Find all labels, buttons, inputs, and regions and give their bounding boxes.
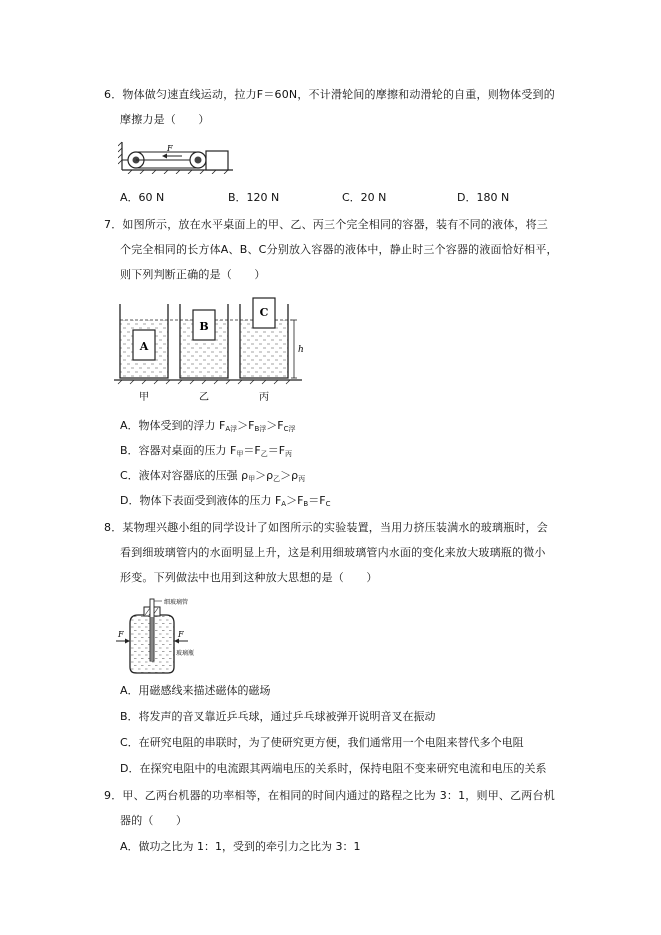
height-label: h (298, 345, 304, 355)
q7-stem-line1: 7．如图所示，放在水平桌面上的甲、乙、丙三个完全相同的容器，装有不同的液体，将三 (104, 218, 548, 231)
q6-stem-line1: 6．物体做匀速直线运动，拉力F＝60N，不计滑轮间的摩擦和动滑轮的自重，则物体受到的 (104, 88, 555, 101)
q6-option-c: C．20 N (342, 191, 387, 204)
block-b-label: B (199, 320, 209, 333)
q8-force-left-label: F (118, 630, 124, 639)
q8-stem-line1: 8．某物理兴趣小组的同学设计了如图所示的实验装置，当用力挤压装满水的玻璃瓶时，会 (104, 521, 548, 534)
q7-stem-line3: 则下列判断正确的是（ ） (120, 268, 266, 281)
container-bing-label: 丙 (259, 392, 269, 403)
q9-stem-line2: 器的（ ） (120, 814, 188, 827)
q6-stem-line2: 摩擦力是（ ） (120, 113, 210, 126)
q8-option-a: A．用磁感线来描述磁体的磁场 (120, 684, 271, 697)
q6-option-d: D．180 N (457, 191, 510, 204)
q8-option-c: C．在研究电阻的串联时，为了使研究更方便，我们通常用一个电阻来替代多个电阻 (120, 736, 524, 749)
q7-option-a: A．物体受到的浮力 $F_{A浮}>F_{B浮}>F_{C浮}$ (120, 419, 296, 433)
q9-option-a: A．做功之比为 1：1，受到的牵引力之比为 3：1 (120, 840, 361, 853)
q7-option-b: B．容器对桌面的压力 $F_甲=F_乙=F_丙$ (120, 444, 293, 458)
q6-force-label: F (167, 144, 173, 153)
q8-option-d: D．在探究电阻中的电流跟其两端电压的关系时，保持电阻不变来研究电流和电压的关系 (120, 762, 547, 775)
q8-stem-line2: 看到细玻璃管内的水面明显上升，这是利用细玻璃管内水面的变化来放大玻璃瓶的微小 (120, 546, 546, 559)
container-yi-label: 乙 (199, 392, 209, 403)
tube-label: 细玻璃管 (164, 599, 189, 606)
q7-option-c: C．液体对容器底的压强 $\rho_甲>\rho_乙>\rho_丙$ (120, 469, 306, 483)
block-a-label: A (139, 340, 149, 353)
q6-option-a: A．60 N (120, 191, 165, 204)
q7-containers-figure (114, 294, 304, 408)
container-jia-label: 甲 (139, 392, 149, 403)
bottle-label: 玻璃瓶 (176, 650, 195, 657)
q8-stem-line3: 形变。下列做法中也用到这种放大思想的是（ ） (120, 571, 378, 584)
q6-option-b: B．120 N (228, 191, 280, 204)
q8-force-right-label: F (178, 630, 184, 639)
q6-pulley-figure (118, 140, 236, 174)
q8-option-b: B．将发声的音叉靠近乒乓球，通过乒乓球被弹开说明音叉在振动 (120, 710, 436, 723)
q7-stem-line2: 个完全相同的长方体A、B、C分别放入容器的液体中，静止时三个容器的液面恰好相平， (120, 243, 558, 256)
q8-bottle-figure (116, 597, 216, 677)
q7-option-d: D．物体下表面受到液体的压力 $F_A>F_B=F_C$ (120, 494, 331, 508)
block-c-label: C (259, 306, 269, 319)
q9-stem-line1: 9．甲、乙两台机器的功率相等，在相同的时间内通过的路程之比为 3：1，则甲、乙两台机 (104, 789, 555, 802)
